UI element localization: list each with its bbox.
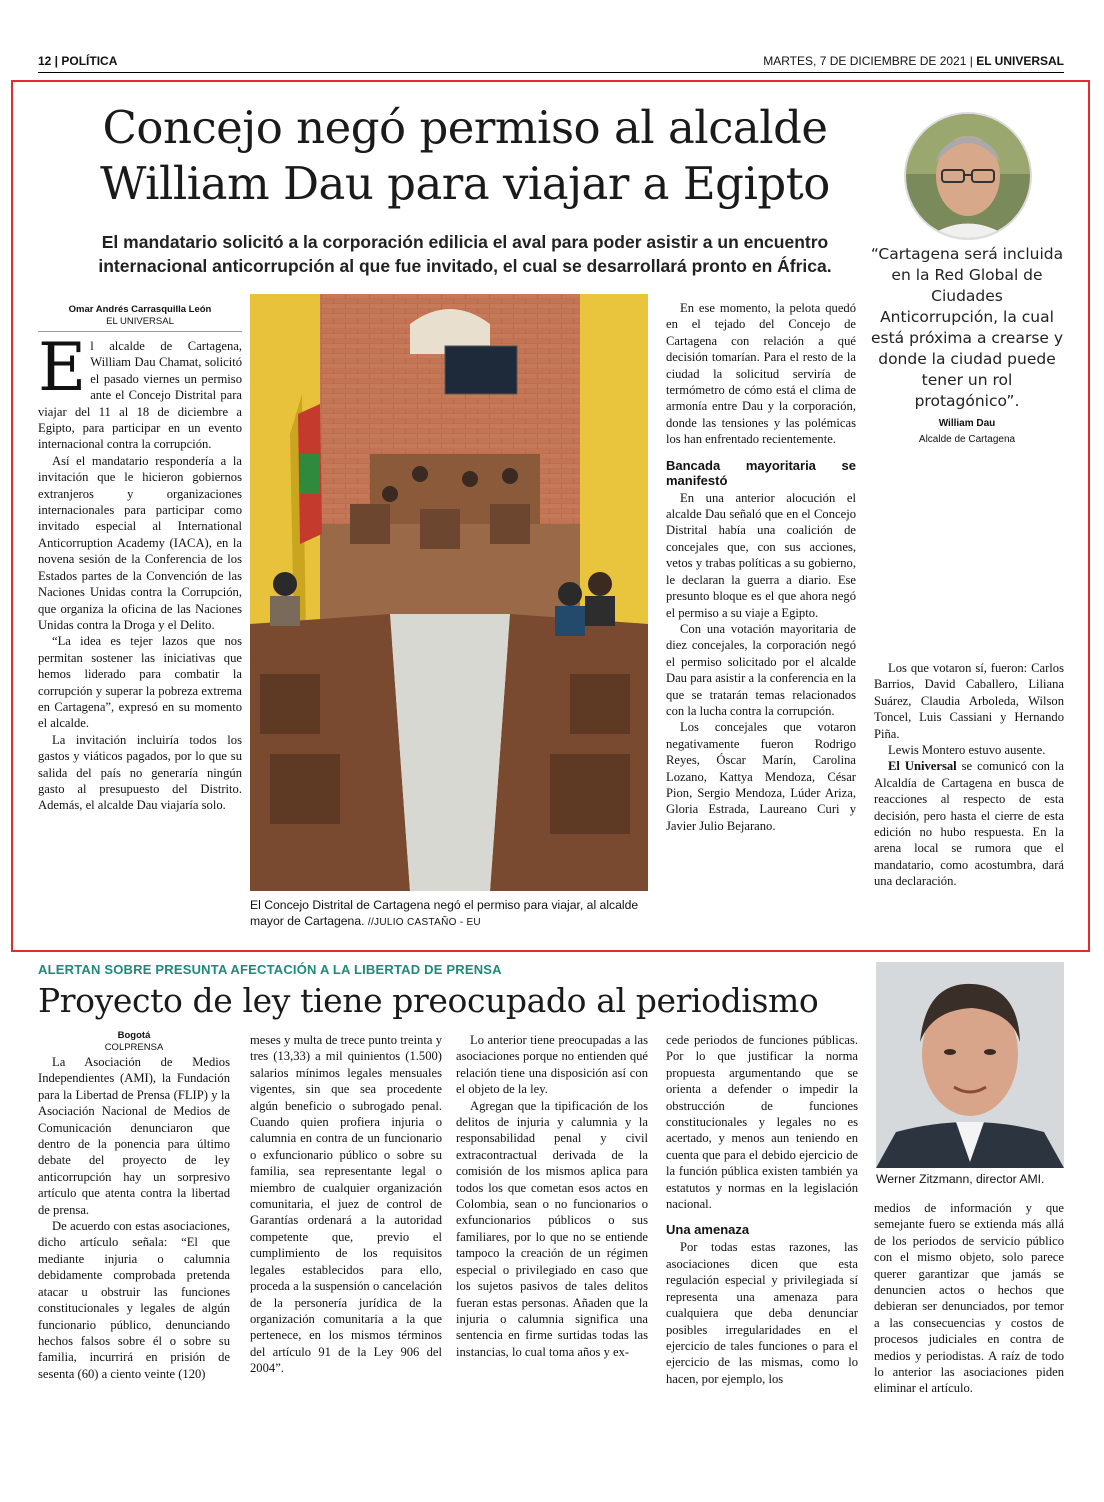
main-col-3: En ese momento, la pelota quedó en el tejado del Concejo de Cartagena con relación a qué decisión tomarían. Para el resto de la ciudad la solicitud serviría de termómetro de cómo está el clima de armonía entre Dau y la corporación, donde las tensiones y las polémicas los han enfrentado recientemente. Bancada mayoritaria se manifestó En una anterior alocución el alcalde Dau señaló que en el Concejo Distrital había una coalición de concejales que, con sus acciones, vetos y trabas políticas a su gobierno, le declaran la guerra a diario. Ese presunto bloque es el que ahora negó el permiso a su viaje a Egipto. Con una votación mayoritaria de diez concejales, la corporación negó el permiso solicitado por el alcalde Dau para asistir a la conferencia en la que se tratarán temas relacionados con la lucha contra la corrupción. Los concejales que votaron negativamente fueron Rodrigo Reyes, Óscar Marín, Carolina Lozano, Kattya Mendoza, César Pion, Sergio Mendoza, Lúder Ariza, Gloria Estrada, Laureano Curi y Javier Julio Bejarano. — [666, 301, 856, 833]
director-photo — [876, 962, 1064, 1168]
page-section-label: 12 | POLÍTICA — [38, 54, 118, 68]
second-col-4: cede periodos de funciones públicas. Por lo que justificar la norma propuesta argumentando que se orienta a defender o impedir la obstrucción de funciones constitucionales y legales no es acertado, y menos aun teniendo en cuenta que para el debido ejercicio de la función pública existen también ya estatutos y normas en la legislación nacional. Una amenaza Por todas estas razones, las asociaciones dicen que esta regulación especial y privilegiada sí representa una amenaza para cualquiera que deba denunciar posibles irregularidades en el ejercicio de tales funciones o para el ejercicio de las mismas, como lo hacen, por ejemplo, los — [666, 1033, 858, 1386]
photo-credit: //JULIO CASTAÑO - EU — [367, 917, 481, 928]
director-caption: Werner Zitzmann, director AMI. — [876, 1172, 1045, 1186]
second-kicker: ALERTAN SOBRE PRESUNTA AFECTACIÓN A LA LIBERTAD DE PRENSA — [38, 962, 502, 977]
quote-attribution-role: Alcalde de Cartagena — [918, 434, 1016, 445]
second-col-1: Bogotá COLPRENSA La Asociación de Medios Independientes (AMI), la Fundación para la Libertad de Prensa (FLIP) y la Asociación Nacional de Medios de Comunicación denunciaron que dentro de la ponencia para último debate del proyecto de ley anticorrupción hay un sorpresivo artículo que atenta contra la libertad de prensa. De acuerdo con estas asociaciones, dicho artículo señala: “El que mediante injuria o calumnia debidamente comprobada pretenda atacar u obstruir las funciones constitucionales y legales de algún funcionario público, denunciando hechos falsos sobre él o sobre su familia, incurrirá en prisión de sesenta (60) a ciento veinte (120) — [38, 1030, 230, 1381]
page-header — [38, 52, 1064, 73]
council-chamber-photo — [250, 294, 648, 891]
mayor-portrait — [904, 112, 1032, 240]
second-col-3: Lo anterior tiene preocupadas a las asociaciones porque no entienden qué relación tiene una disposición así con el objeto de la ley. Agregan que la tipificación de los delitos de injuria y calumnia y la responsabilidad penal y civil extracontractual derivada de la comisión de los mismos aplica para todos los que cometan esos actos en Colombia, sean o no funcionarios o exfuncionarios públicos o sus familiares, por lo que no se entiende tampoco la creación de un régimen especial o privilegiado en caso que los sujetos pasivos de tales delitos fueran estas personas. Añaden que la injuria o calumnia significa una sentencia en firme surtidas todas las instancias, lo cual toma años y ex- — [456, 1033, 648, 1359]
second-col-2: meses y multa de trece punto treinta y tres (13,33) a mil quinientos (1.500) salarios mínimos legales mensuales vigentes, sin que sea procedente algún beneficio o subrogado penal. Cuando quien profiera injuria o calumnia en contra de un funcionario o exfuncionario público o sobre su familia, sea representante legal o miembro de cualquier organización comunitaria, el juez de control de Garantías ordenará a la autoridad competente que, previo el cumplimiento de los requisitos legales establecidos para ello, proceda a la suspensión o cancelación de la personería jurídica de la organización comunitaria a la que pertenece, en los mismos términos del artículo 91 de la Ley 906 del 2004”. — [250, 1033, 442, 1376]
issue-date: MARTES, 7 DE DICIEMBRE DE 2021 | EL UNIVERSAL — [763, 54, 1064, 68]
main-col-1: Omar Andrés Carrasquilla León EL UNIVERSAL El alcalde de Cartagena, William Dau Chamat, solicitó el pasado viernes un permiso ante el Concejo Distrital para viajar del 11 al 18 de diciembre a Egipto, para participar en un evento internacional contra la corrupción. Así el mandatario respondería a la invitación que le hicieron gobiernos extranjeros y organizaciones internacionales para participar como invitado especial al International Anticorruption Academy (IACA), en la novena sesión de la Conferencia de los Estados partes de la Convención de las Naciones Unidas contra la Corrupción, que organiza la oficina de las Naciones Unidas contra la Droga y el Delito. “La idea es tejer lazos que nos permitan sostener las iniciativas que hemos liderado para combatir la corrupción y superar la pobreza extrema en Cartagena”, expresó en su momento el alcalde. La invitación incluiría todos los gastos y viáticos pagados, por lo que su salida del país no generaría ningún gasto al presupuesto del Distrito. Además, el alcalde Dau viajaría solo. — [38, 304, 242, 813]
second-headline: Proyecto de ley tiene preocupado al periodismo — [38, 981, 819, 1020]
main-col-4: Los que votaron sí, fueron: Carlos Barrios, David Caballero, Liliana Suárez, Claudia Arboleda, Wilson Toncel, Luis Cassiani y Hernando Piña. Lewis Montero estuvo ausente. El Universal se comunicó con la Alcaldía de Cartagena en busca de reacciones al respecto de esta decisión, pero hasta el cierre de esta edición no hubo respuesta. En la arena local se rumora que el mandatario, como acostumbra, dará una declaración. — [874, 661, 1064, 889]
second-col-5: medios de información y que semejante fuero se extienda más allá de los periodos de servicio público con el mismo objeto, solo parece querer garantizar que jamás se denuncien actos o hechos que debieran ser denunciados, por temor a las consecuencias y costos de procesos judiciales en contra de medios y periodistas. A raíz de todo lo anterior las asociaciones piden eliminar el artículo. — [874, 1201, 1064, 1396]
dateline: Bogotá COLPRENSA — [104, 1030, 164, 1053]
main-headline: Concejo negó permiso al alcalde William Dau para viajar a Egipto — [100, 101, 830, 210]
main-deck: El mandatario solicitó a la corporación edilicia el aval para poder asistir a un encuentro internacional anticorrupción al que fue invitado, el cual se desarrollará pronto en África. — [98, 232, 832, 276]
subhead-amenaza: Una amenaza — [666, 1222, 750, 1238]
quote-attribution-name: William Dau — [938, 418, 996, 429]
photo-caption: El Concejo Distrital de Cartagena negó el permiso para viajar, al alcalde mayor de Cartagena. //JULIO CASTAÑO - EU — [250, 898, 639, 928]
drop-cap: E — [38, 329, 87, 406]
subhead-bancada: Bancada mayoritaria se manifestó — [666, 457, 856, 488]
pull-quote: “Cartagena será incluida en la Red Global de Ciudades Anticorrupción, la cual está próxima a crearse y donde la ciudad puede tener un rol protagónico”. — [870, 245, 1064, 410]
byline: Omar Andrés Carrasquilla León EL UNIVERSAL — [68, 304, 212, 327]
newspaper-name: EL UNIVERSAL — [976, 54, 1064, 68]
